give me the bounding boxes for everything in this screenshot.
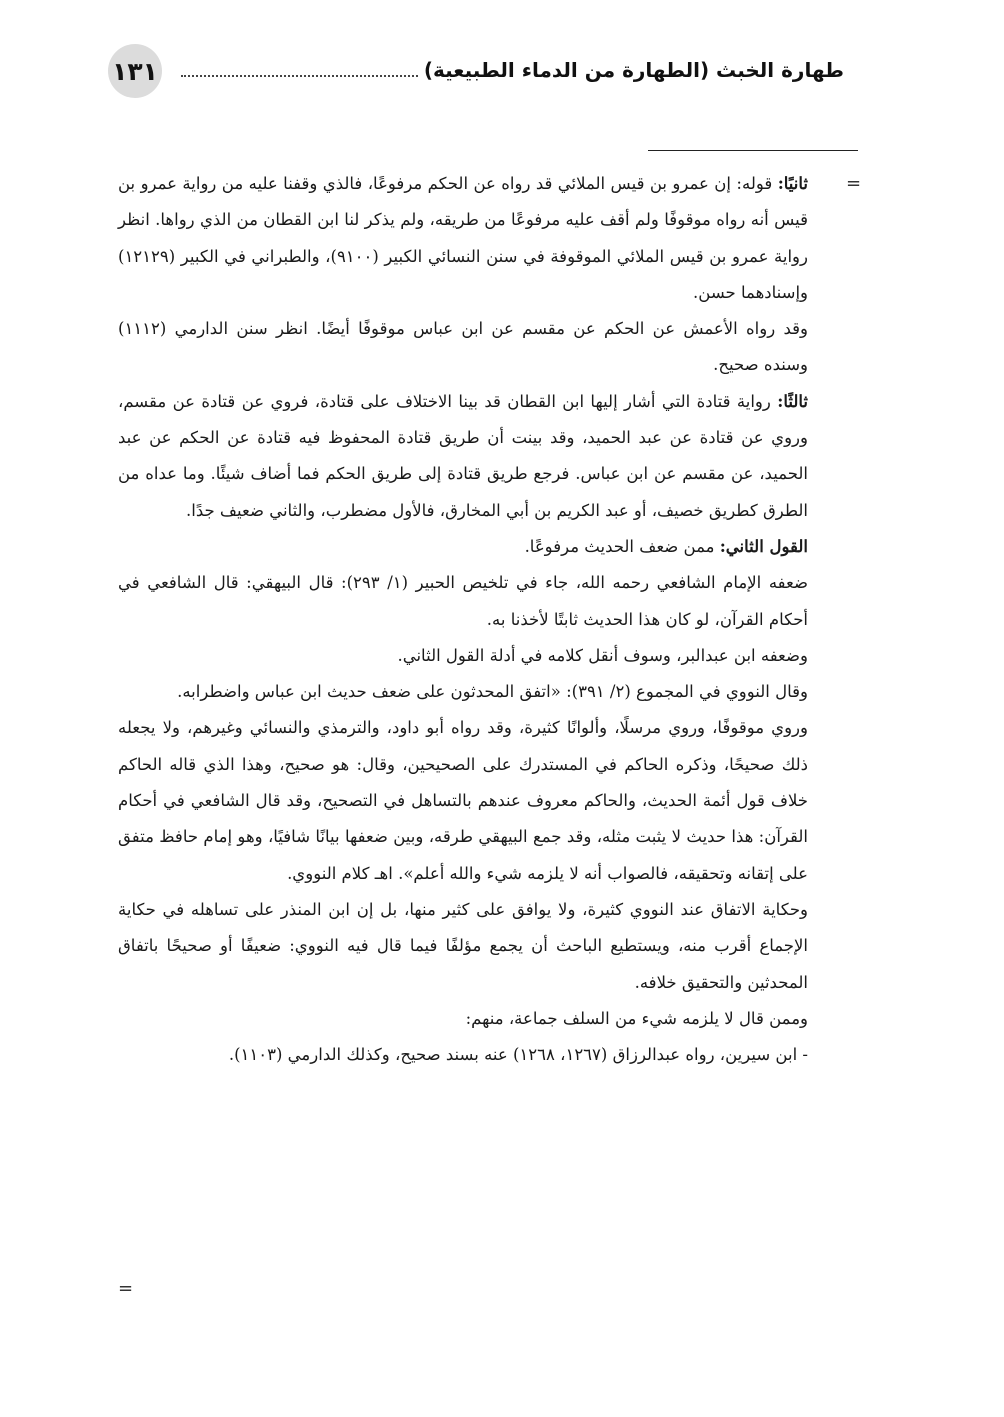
paragraph xyxy=(118,311,808,384)
running-header xyxy=(175,52,844,88)
paragraph-text: ضعفه الإمام الشافعي رحمه الله، جاء في تلخيص الحبير (١/ ٢٩٣): قال البيهقي: قال الشافعي في أحكام القرآن، لو كان هذا الحديث ثابتًا لأخذنا به. xyxy=(118,573,808,629)
paragraph-text: وروي موقوفًا، وروي مرسلًا، وألوانًا كثيرة، وقد رواه أبو داود، والترمذي والنسائي وغيرهم، ولا يجعله ذلك صحيحًا، وذكره الحاكم في المستدرك على الصحيحين، وقال: هو صحيح، وهذا الذي قاله الحاكم خلاف قول أئمة الحديث، والحاكم معروف عندهم بالتساهل في التصحيح، وقد قال الشافعي في أحكام القرآن: هذا حديث لا يثبت مثله، وقد جمع البيهقي طرقه، وبين ضعفها بيانًا شافيًا، وهو إمام حافظ متفق على إتقانه وتحقيقه، فالصواب أنه لا يلزمه شيء والله أعلم». اهـ كلام النووي. xyxy=(118,718,808,883)
paragraph-text: رواية قتادة التي أشار إليها ابن القطان قد بينا الاختلاف على قتادة، فروي عن قتادة عن مقسم، وروي عن قتادة عن عبد الحميد، وقد بينت أن طريق قتادة المحفوظ فيه قتادة عن الحكم عن عبد الحميد، عن مقسم عن ابن عباس. فرجع طريق قتادة إلى طريق الحكم فما أضاف شيئًا. وما عداه من الطرق كطريق خصيف، أو عبد الكريم بن أبي المخارق، فالأول مضطرب، والثاني ضعيف جدًا. xyxy=(118,391,808,520)
footnote-text xyxy=(118,166,808,1073)
paragraph xyxy=(118,529,808,565)
dotted-leader xyxy=(181,74,418,77)
continuation-mark-top: = xyxy=(846,173,862,194)
paragraph-text: وحكاية الاتفاق عند النووي كثيرة، ولا يوافق على كثير منها، بل إن ابن المنذر على تساهله في حكاية الإجماع أقرب منه، ويستطيع الباحث أن يجمع مؤلفًا فيما قال فيه النووي: ضعيفًا أو صحيحًا باتفاق المحدثين والتحقيق خلافه. xyxy=(118,899,808,992)
paragraph-text: قوله: إن عمرو بن قيس الملائي قد رواه عن الحكم مرفوعًا، فالذي وقفنا عليه من رواية عمرو بن قيس أنه رواه موقوفًا ولم أقف عليه مرفوعًا من طريقه، ولم يذكر لنا ابن القطان من الذي رواها. انظر رواية عمرو بن قيس الملائي الموقوفة في سنن النسائي الكبير (٩١٠٠)، والطبراني في الكبير (١٢١٢٩) وإسنادهما حسن. xyxy=(118,174,808,302)
paragraph xyxy=(118,384,808,529)
page-number: ١٣١ xyxy=(108,44,162,98)
paragraph xyxy=(118,638,808,674)
paragraph xyxy=(118,565,808,638)
paragraph xyxy=(118,710,808,891)
footnote-separator xyxy=(648,150,858,151)
paragraph xyxy=(118,1037,808,1073)
paragraph xyxy=(118,892,808,1001)
paragraph-text: وقال النووي في المجموع (٢/ ٣٩١): «اتفق المحدثون على ضعف حديث ابن عباس واضطرابه. xyxy=(177,682,808,702)
continuation-mark-bottom: = xyxy=(118,1278,134,1299)
paragraph xyxy=(118,166,808,311)
paragraph-lead: ثانيًا: xyxy=(777,174,808,193)
paragraph-text: ممن ضعف الحديث مرفوعًا. xyxy=(524,536,720,556)
paragraph xyxy=(118,1001,808,1037)
chapter-title: طهارة الخبث (الطهارة من الدماء الطبيعية) xyxy=(423,58,844,82)
paragraph-lead: القول الثاني: xyxy=(719,536,808,556)
paragraph-text: وممن قال لا يلزمه شيء من السلف جماعة، منهم: xyxy=(465,1008,808,1028)
paragraph-text: وقد رواه الأعمش عن الحكم عن مقسم عن ابن عباس موقوفًا أيضًا. انظر سنن الدارمي (١١١٢) وسنده صحيح. xyxy=(118,319,808,375)
paragraph xyxy=(118,674,808,710)
paragraph-lead: ثالثًا: xyxy=(777,391,808,411)
paragraph-text: وضعفه ابن عبدالبر، وسوف أنقل كلامه في أدلة القول الثاني. xyxy=(397,645,808,665)
paragraph-text: - ابن سيرين، رواه عبدالرزاق (١٢٦٧، ١٢٦٨) عنه بسند صحيح، وكذلك الدارمي (١١٠٣). xyxy=(228,1045,808,1065)
